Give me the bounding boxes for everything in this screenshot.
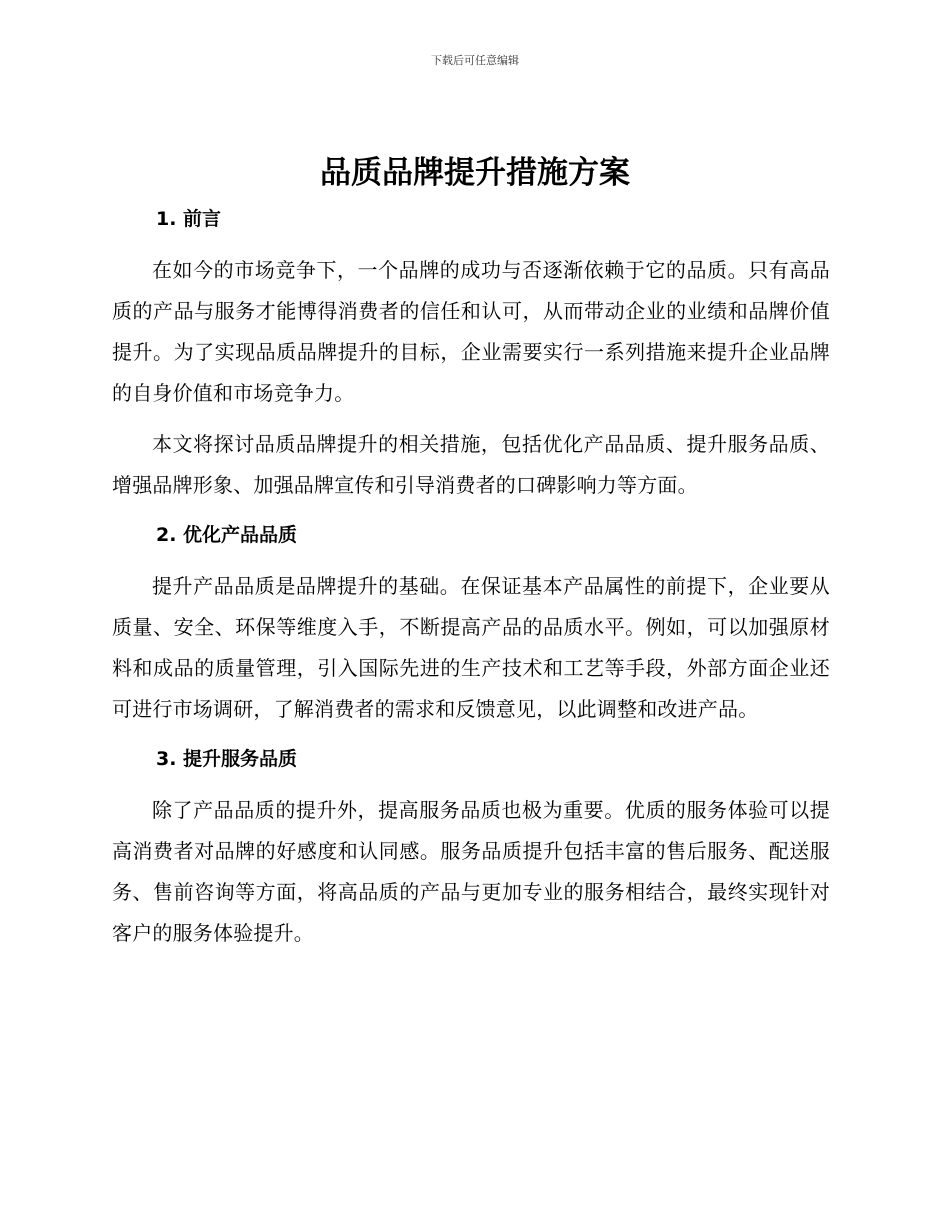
document-body: [112, 202, 830, 964]
section-heading: 1. 前言: [156, 208, 222, 230]
paragraph: 本文将探讨品质品牌提升的相关措施，包括优化产品品质、提升服务品质、增强品牌形象、加强品牌宣传和引导消费者的口碑影响力等方面。: [112, 432, 830, 497]
section-service-quality: [112, 742, 830, 954]
document-title: 品质品牌提升措施方案: [320, 155, 630, 191]
paragraph: 在如今的市场竞争下，一个品牌的成功与否逐渐依赖于它的品质。只有高品质的产品与服务才能博得消费者的信任和认可，从而带动企业的业绩和品牌价值提升。为了实现品质品牌提升的目标，企业需要实行一系列措施来提升企业品牌的自身价值和市场竞争力。: [112, 258, 830, 405]
page-header-note: 下载后可任意编辑: [431, 54, 519, 67]
section-heading: 2. 优化产品品质: [156, 524, 298, 546]
section-preface: [112, 202, 830, 506]
section-product-quality: [112, 518, 830, 730]
section-heading: 3. 提升服务品质: [156, 748, 298, 770]
paragraph: 提升产品品质是品牌提升的基础。在保证基本产品属性的前提下，企业要从质量、安全、环保等维度入手，不断提高产品的品质水平。例如，可以加强原材料和成品的质量管理，引入国际先进的生产技术和工艺等手段，外部方面企业还可进行市场调研，了解消费者的需求和反馈意见，以此调整和改进产品。: [112, 574, 830, 721]
paragraph: 除了产品品质的提升外，提高服务品质也极为重要。优质的服务体验可以提高消费者对品牌的好感度和认同感。服务品质提升包括丰富的售后服务、配送服务、售前咨询等方面，将高品质的产品与更加专业的服务相结合，最终实现针对客户的服务体验提升。: [112, 798, 830, 945]
